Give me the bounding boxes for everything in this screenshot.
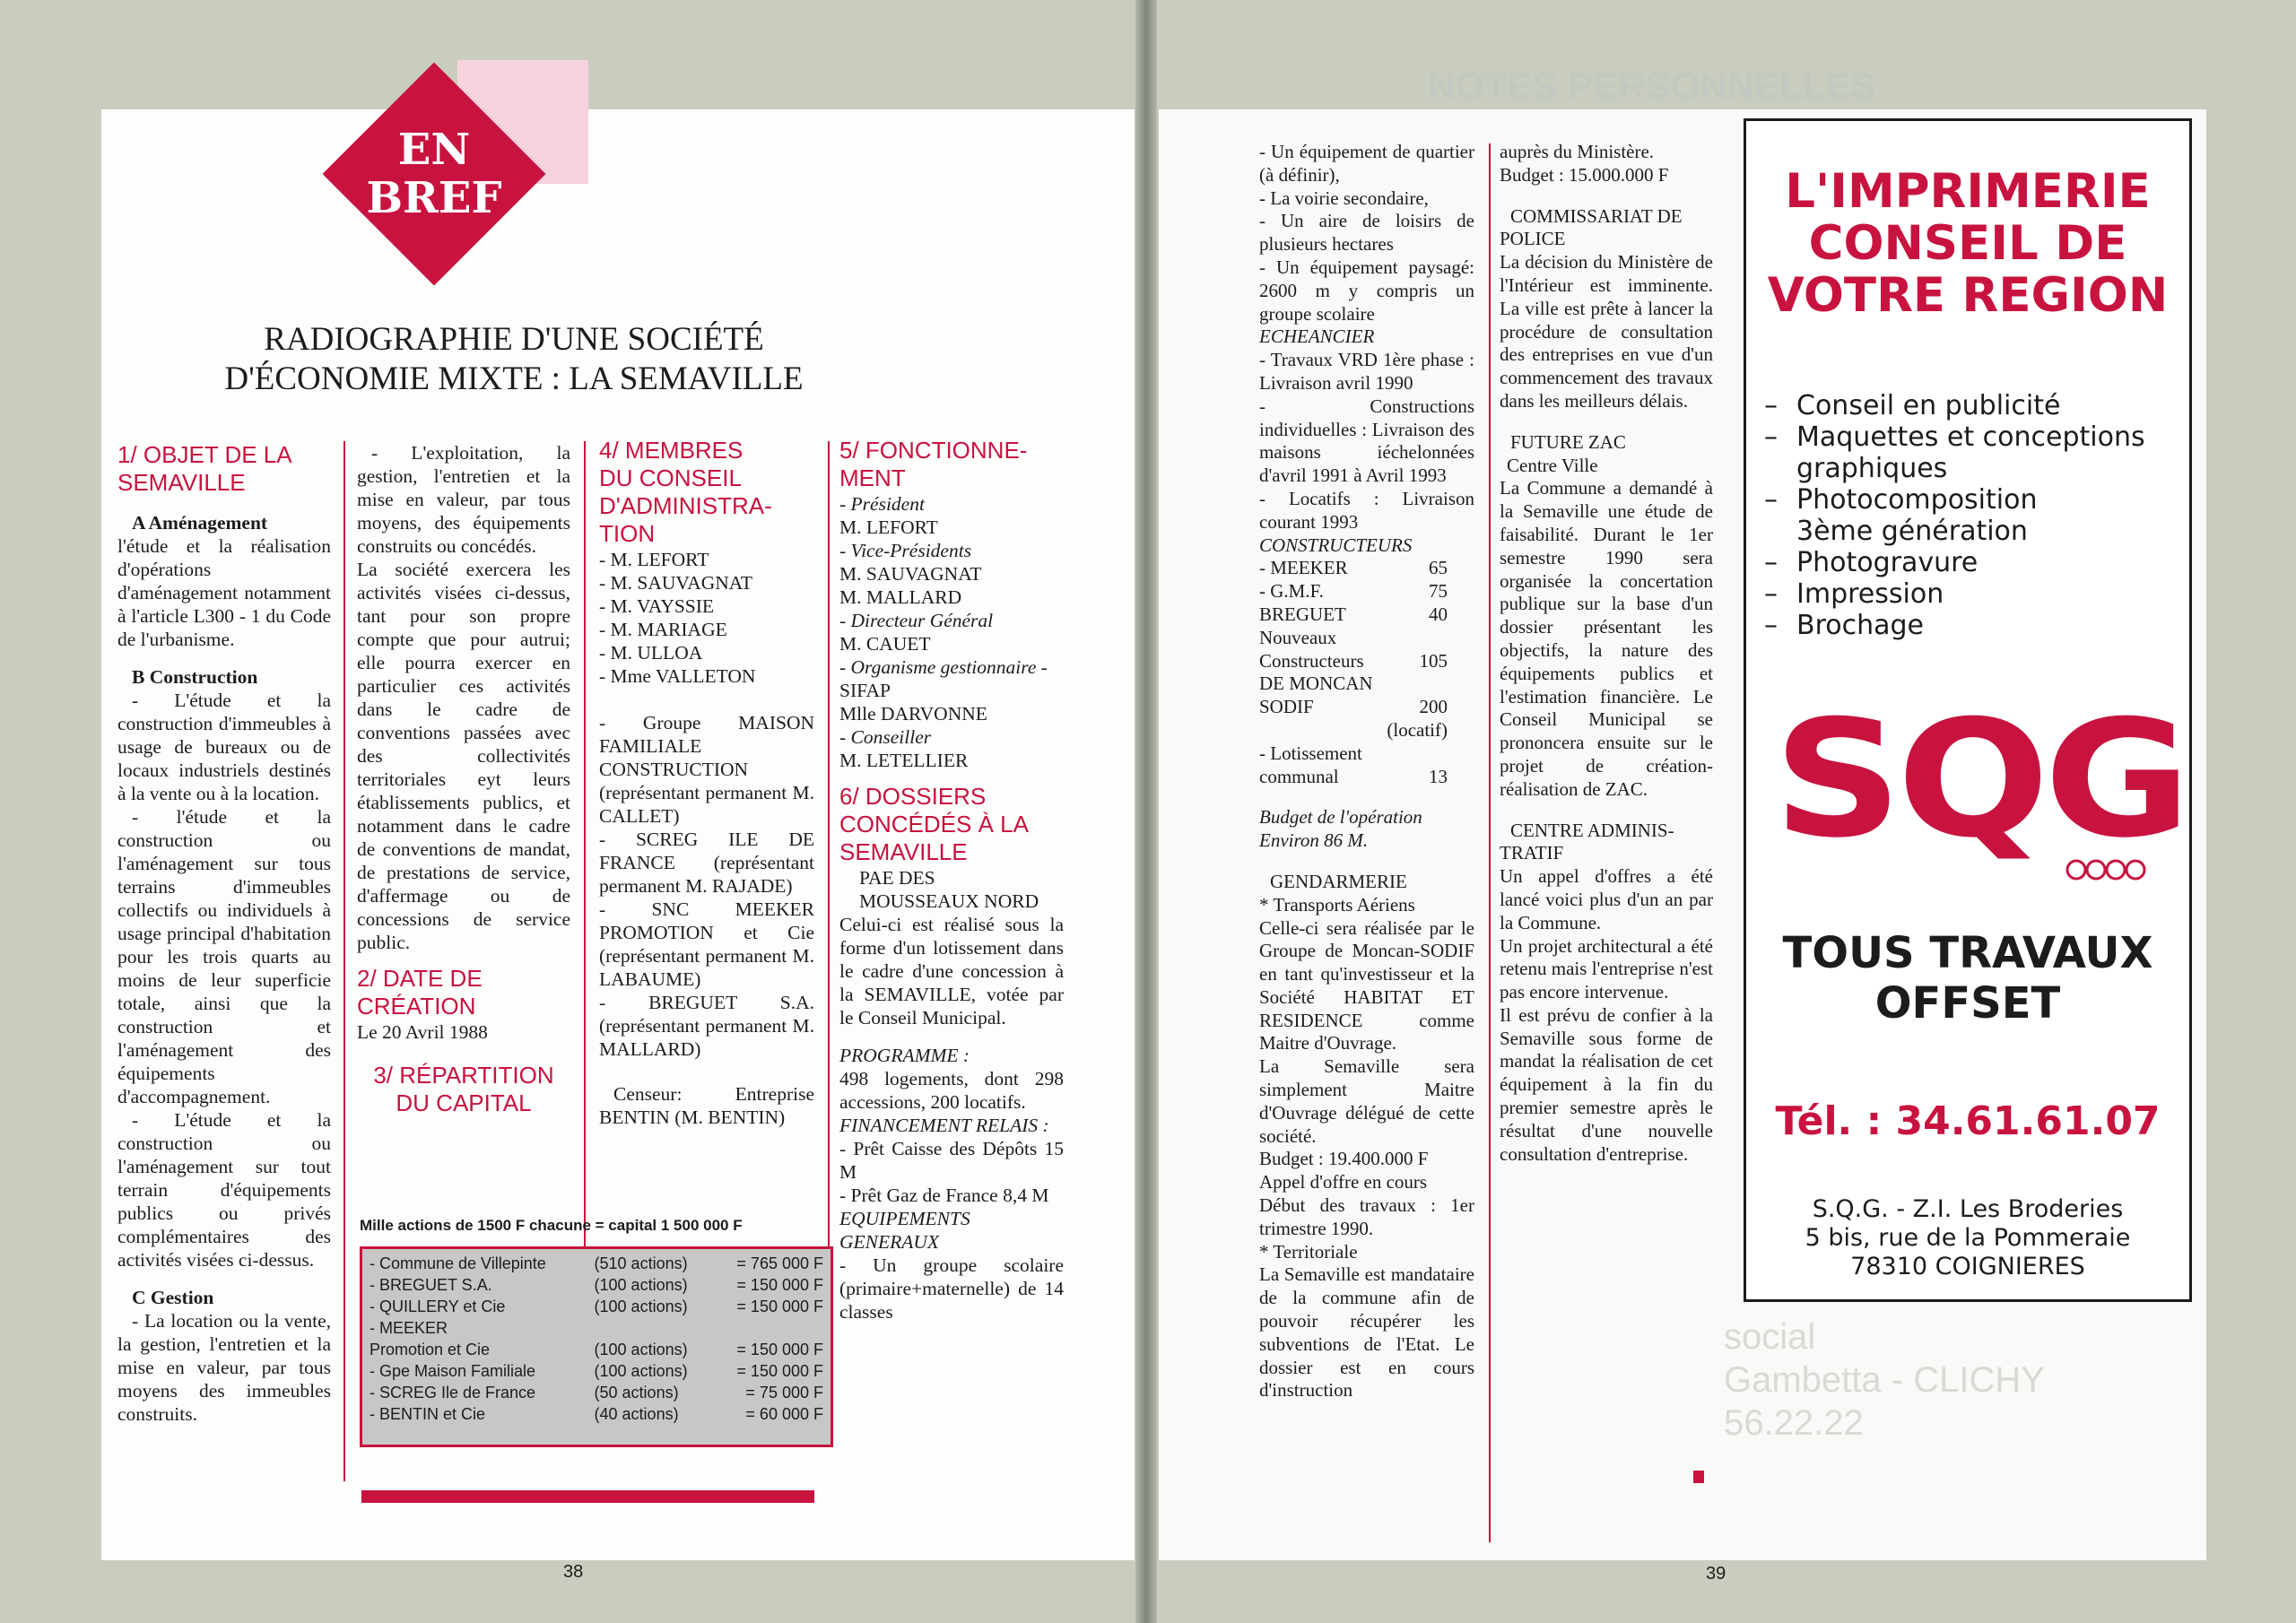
section-heading-membres: 4/ MEMBRES DU CONSEIL D'ADMINISTRA- TION bbox=[599, 437, 772, 547]
paragraph: La Semaville est mandataire de la commune afin de pouvoir récupérer les subventions de l'Etat. Le dossier est en cours d'instruction bbox=[1259, 1263, 1474, 1402]
list-item: – Maquettes et conceptions bbox=[1764, 421, 2145, 453]
paragraph: La société exercera les activités visées ci-dessus, tant pour son propre compte que pour autrui; elle pourra exercer en particulier ces activités dans le cadre de conventions passées avec des collectivités territoriales eyt leurs établissements publics, et notamment dans le cadre de conventions de mandat, de prestations de service, d'affermage ou de concessions de service public. bbox=[357, 559, 570, 953]
role-name: M. SAUVAGNAT bbox=[839, 563, 982, 585]
paragraph: Appel d'offre en cours bbox=[1259, 1171, 1428, 1193]
list-item: - Un équipement de quartier (à définir), bbox=[1259, 141, 1474, 186]
column-objet-suite bbox=[357, 441, 570, 1117]
table-row: - MEEKER bbox=[370, 1319, 448, 1337]
subheading: * Territoriale bbox=[1259, 1240, 1358, 1263]
ad-phone: Tél. : 34.61.61.07 bbox=[1775, 1098, 2161, 1144]
equipements-label: EQUIPEMENTS GENERAUX bbox=[839, 1208, 970, 1253]
column-divider bbox=[828, 441, 830, 1329]
page-number: 38 bbox=[563, 1562, 584, 1582]
list-item: – Impression bbox=[1764, 578, 1944, 610]
echeancier-label: ECHEANCIER bbox=[1259, 325, 1375, 348]
column-divider bbox=[344, 441, 345, 1481]
column-commissariat bbox=[1500, 141, 1713, 1166]
table-row: Nouveaux bbox=[1259, 626, 1337, 648]
financement-label: FINANCEMENT RELAIS : bbox=[839, 1115, 1049, 1136]
column-divider bbox=[584, 441, 586, 1329]
list-item: - Mme VALLETON bbox=[599, 665, 756, 687]
ad-address: S.Q.G. - Z.I. Les Broderies 5 bis, rue de la Pommeraie 78310 COIGNIERES bbox=[1805, 1195, 2131, 1280]
list-item: – Brochage bbox=[1764, 610, 1925, 641]
paragraph: Celui-ci est réalisé sous la forme d'un lotissement dans le cadre d'une concession à la SEMAVILLE, votée par le Conseil Municipal. bbox=[839, 914, 1064, 1028]
table-row: - Lotissement bbox=[1259, 742, 1362, 764]
role-name: M. MALLARD bbox=[839, 586, 962, 608]
list-item: – Photogravure bbox=[1764, 547, 1979, 578]
list-item: - Constructions individuelles : Livraison des maisons iéchelonnées d'avril 1991 à Avril 1993 bbox=[1259, 395, 1474, 487]
page-gutter bbox=[1135, 0, 1157, 1623]
table-row: - Commune de Villepinte (510 actions) = 765 000 F bbox=[370, 1254, 823, 1272]
ghost-print-top: NOTES PERSONNELLES bbox=[1428, 65, 1876, 107]
en-bref-line1: EN bbox=[397, 125, 471, 175]
constructeurs-label: CONSTRUCTEURS bbox=[1259, 534, 1413, 556]
table-row: - G.M.F. 75 bbox=[1259, 580, 1448, 603]
paragraph: Un projet architectural a été retenu mais l'entreprise n'est pas encore intervenue. bbox=[1500, 934, 1713, 1003]
table-row: - BREGUET S.A. (100 actions) = 150 000 F bbox=[370, 1276, 823, 1294]
role-label: - Organisme gestionnaire bbox=[839, 656, 1037, 678]
paragraph: 498 logements, dont 298 accessions, 200 locatifs. bbox=[839, 1068, 1064, 1113]
en-bref-line2: BREF bbox=[366, 173, 502, 223]
capital-caption: Mille actions de 1500 F chacune = capital 1 500 000 F bbox=[360, 1217, 743, 1234]
list-item: – Photocomposition bbox=[1764, 484, 2038, 516]
admin-heading: TRATIF bbox=[1500, 842, 1564, 864]
list-item: - M. MARIAGE bbox=[599, 619, 727, 640]
end-mark bbox=[1693, 1471, 1704, 1483]
list-item: graphiques bbox=[1796, 453, 1948, 484]
police-heading: POLICE bbox=[1500, 228, 1566, 250]
paragraph: La décision du Ministère de l'Intérieur est imminente. La ville est prête à lancer la procédure de consultation des entreprises en vue d'un commencement des travaux dans les meilleurs délais. bbox=[1500, 251, 1713, 412]
table-row: - SCREG Ile de France (50 actions) = 75 000 F bbox=[370, 1384, 823, 1402]
section-heading-repartition: 3/ RÉPARTITION DU CAPITAL bbox=[373, 1062, 554, 1116]
article-title bbox=[191, 320, 837, 399]
paragraph: Celle-ci sera réalisée par le Groupe de Moncan-SODIF en tant qu'investisseur et la Société HABITAT ET RESIDENCE comme Maitre d'Ouvrage. bbox=[1259, 916, 1474, 1055]
paragraph: - L'étude et la construction d'immeubles à usage de bureaux ou de locaux industriels destinés à la vente ou à la location. bbox=[117, 690, 331, 804]
zac-heading: FUTURE ZAC bbox=[1510, 430, 1626, 453]
list-item: - M. LEFORT bbox=[599, 549, 709, 570]
role-organisme bbox=[839, 655, 1064, 702]
police-heading: COMMISSARIAT DE bbox=[1510, 204, 1683, 227]
role-name: M. LEFORT bbox=[839, 516, 938, 538]
list-item: - M. VAYSSIE bbox=[599, 595, 715, 617]
list-item: - Prêt Gaz de France 8,4 M bbox=[839, 1185, 1049, 1206]
table-row: communal 13 bbox=[1259, 765, 1448, 787]
paragraph: - La location ou la vente, la gestion, l'entretien et la mise en valeur, par tous moyens des immeubles construits. bbox=[117, 1310, 331, 1425]
budget-note: Budget de l'opération bbox=[1259, 806, 1422, 829]
role-label: - Directeur Général bbox=[839, 610, 994, 631]
list-item: - M. SAUVAGNAT bbox=[599, 572, 753, 594]
paragraph: La Commune a demandé à la Semaville une étude de faisabilité. Durant le 1er semestre 1990 sera organisée la concertation publique sur la base d'un dossier présentant les objectifs, la nature des équipements publics et l'estimation financière. Le Conseil Municipal se prononcera ensuite sur le projet de création-réalisation de ZAC. bbox=[1500, 477, 1713, 800]
section-heading-date: 2/ DATE DE CRÉATION bbox=[357, 965, 483, 1020]
paragraph: Il est prévu de confier à la Semaville sous forme de mandat la réalisation de cet équipement à la fin du premier semestre après le résultat d'une nouvelle consultation d'entreprise. bbox=[1500, 1003, 1713, 1165]
paragraph: Un appel d'offres a été lancé voici plus d'un an par la Commune. bbox=[1500, 865, 1713, 933]
page-number: 39 bbox=[1706, 1564, 1726, 1584]
list-item: - BREGUET S.A. (représentant permanent M. MALLARD) bbox=[599, 992, 814, 1060]
role-name: Mlle DARVONNE bbox=[839, 703, 987, 725]
gendarmerie-heading: GENDARMERIE bbox=[1270, 870, 1407, 892]
ad-slogan: TOUS TRAVAUX OFFSET bbox=[1782, 928, 2153, 1028]
budget-note: Environ 86 M. bbox=[1259, 829, 1369, 852]
ghost-print-bottom: social Gambetta - CLICHY 56.22.22 bbox=[1724, 1317, 2045, 1443]
en-bref-badge bbox=[323, 63, 545, 285]
constructeurs-table bbox=[1259, 557, 1448, 788]
column-divider bbox=[1489, 143, 1491, 1542]
paragraph: Début des travaux : 1er trimestre 1990. bbox=[1259, 1194, 1474, 1239]
paragraph: La Semaville sera simplement Maitre d'Ouvrage délégué de cette société. bbox=[1259, 1055, 1474, 1147]
table-row: (locatif) bbox=[1387, 718, 1448, 741]
column-membres bbox=[599, 437, 814, 1129]
list-item: - SNC MEEKER PROMOTION et Cie (représentant permanent M. LABAUME) bbox=[599, 898, 814, 990]
creation-date: Le 20 Avril 1988 bbox=[357, 1021, 488, 1043]
list-item: - Un équipement paysagé: 2600 m y compris un groupe scolaire bbox=[1259, 256, 1474, 325]
role-label: - Vice-Présidents bbox=[839, 540, 972, 561]
sqg-logo-rings bbox=[1773, 695, 2168, 892]
subheading: * Transports Aériens bbox=[1259, 893, 1415, 916]
section-heading-fonctionnement: 5/ FONCTIONNE- MENT bbox=[839, 437, 1028, 491]
section-heading-dossiers: 6/ DOSSIERS CONCÉDÉS À LA SEMAVILLE bbox=[839, 783, 1029, 865]
zac-heading: Centre Ville bbox=[1507, 454, 1598, 476]
programme-label: PROGRAMME : bbox=[839, 1045, 970, 1066]
column-equipements bbox=[1259, 141, 1474, 1402]
role-name: M. LETELLIER bbox=[839, 750, 969, 771]
table-row: Promotion et Cie (100 actions) = 150 000 F bbox=[370, 1341, 823, 1358]
paragraph: l'étude et la réalisation d'opérations d'aménagement notamment à l'article L300 - 1 du Code de l'urbanisme. bbox=[117, 535, 331, 650]
paragraph: - l'étude et la construction ou l'aménagement sur tous terrains d'immeubles collectifs ou individuels à usage principal d'habitation pour les trois quarts au moins de leur superficie totale, ainsi que la construction et l'aménagement des équipements d'accompagnement. bbox=[117, 806, 331, 1107]
table-row: - Gpe Maison Familiale (100 actions) = 150 000 F bbox=[370, 1362, 823, 1380]
title-line-2: D'ÉCONOMIE MIXTE : LA SEMAVILLE bbox=[224, 360, 804, 397]
right-page bbox=[1159, 65, 2206, 1584]
paragraph: - L'étude et la construction ou l'aménagement sur tout terrain d'équipements publics ou privés complémentaires des activités visées ci-dessus. bbox=[117, 1109, 331, 1271]
capital-table-box bbox=[360, 1246, 833, 1447]
list-item: - Groupe MAISON FAMILIALE CONSTRUCTION (représentant permanent M. CALLET) bbox=[599, 712, 814, 827]
ad-services bbox=[1764, 390, 2177, 641]
list-item: - SCREG ILE DE FRANCE (représentant permanent M. RAJADE) bbox=[599, 829, 814, 897]
pae-title: PAE DES bbox=[859, 867, 935, 889]
list-item: - Travaux VRD 1ère phase : Livraison avril 1990 bbox=[1259, 349, 1474, 394]
table-row: - MEEKER 65 bbox=[1259, 557, 1448, 579]
capital-table bbox=[370, 1253, 823, 1425]
sqg-advertisement bbox=[1744, 118, 2192, 1302]
table-row: BREGUET 40 bbox=[1259, 603, 1448, 625]
paragraph: - Un groupe scolaire (primaire+maternelle) de 14 classes bbox=[839, 1254, 1064, 1323]
paragraph: Budget : 19.400.000 F bbox=[1259, 1148, 1429, 1170]
paragraph: auprès du Ministère. bbox=[1500, 141, 1655, 162]
title-line-1: RADIOGRAPHIE D'UNE SOCIÉTÉ bbox=[264, 321, 764, 358]
list-item: - M. ULLOA bbox=[599, 642, 703, 664]
column-fonctionnement bbox=[839, 437, 1064, 1324]
paragraph: - L'exploitation, la gestion, l'entretien et la mise en valeur, par tous moyens, des équipements construits ou concédés. bbox=[357, 442, 570, 557]
table-row: DE MONCAN bbox=[1259, 673, 1373, 695]
subheading-construction: B Construction bbox=[132, 666, 258, 688]
sqg-logo: SQG bbox=[1773, 695, 2168, 892]
ad-title: L'IMPRIMERIE CONSEIL DE VOTRE REGION bbox=[1767, 164, 2169, 323]
table-row: - BENTIN et Cie (40 actions) = 60 000 F bbox=[370, 1405, 823, 1423]
role-name: M. CAUET bbox=[839, 633, 931, 655]
section-heading-objet: 1/ OBJET DE LA SEMAVILLE bbox=[117, 441, 292, 496]
role-name: - SIFAP bbox=[839, 656, 1048, 701]
member-list bbox=[599, 548, 814, 688]
role-label: - Conseiller bbox=[839, 726, 932, 748]
list-item: - Prêt Caisse des Dépôts 15 M bbox=[839, 1138, 1064, 1183]
table-row: SODIF 200 bbox=[1259, 696, 1448, 718]
left-page bbox=[101, 109, 1135, 1582]
role-label: - Président bbox=[839, 493, 925, 515]
list-item: - Un aire de loisirs de plusieurs hectares bbox=[1259, 210, 1474, 256]
censeur: Censeur: Entreprise BENTIN (M. BENTIN) bbox=[599, 1083, 814, 1128]
list-item: - Locatifs : Livraison courant 1993 bbox=[1259, 487, 1474, 533]
subheading-amenagement: A Aménagement bbox=[132, 512, 268, 534]
table-row: - QUILLERY et Cie (100 actions) = 150 000 F bbox=[370, 1298, 823, 1315]
subheading-gestion: C Gestion bbox=[132, 1287, 214, 1308]
admin-heading: CENTRE ADMINIS- bbox=[1510, 819, 1674, 841]
paragraph: Budget : 15.000.000 F bbox=[1500, 163, 1669, 186]
pae-title: MOUSSEAUX NORD bbox=[859, 890, 1039, 912]
list-item: - La voirie secondaire, bbox=[1259, 187, 1429, 209]
list-item: 3ème génération bbox=[1796, 516, 2028, 547]
column-objet bbox=[117, 441, 331, 1426]
red-rule bbox=[361, 1490, 814, 1503]
list-item: – Conseil en publicité bbox=[1764, 390, 2061, 421]
table-row: Constructeurs 105 bbox=[1259, 649, 1448, 672]
